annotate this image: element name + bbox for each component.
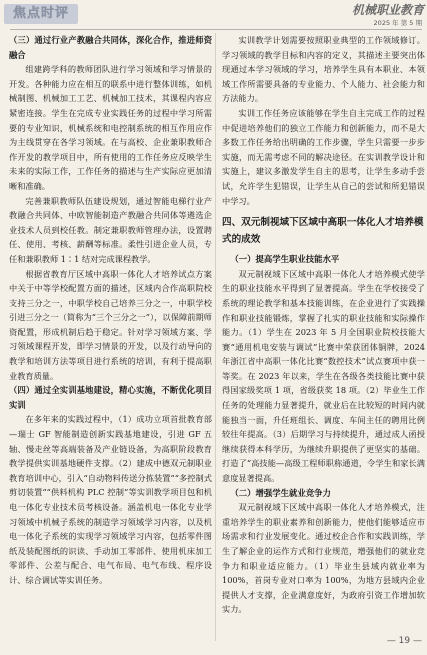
section-tag: 焦点时评 xyxy=(4,4,78,24)
column-divider xyxy=(215,33,216,641)
left-paragraph-1: 组建跨学科的教师团队进行学习领域和学习情景的开发。各种能力应在相互的联系中进行整体训练，如机械制图、机械加工工艺、机械加工技术，其课程内容应紧密连接。学生在完成专业实践任务的过程中学习所需要的专业知识，机械系统和电控制系统的相互作用应作为主线贯穿在各学习领域。在与高校、企业兼职教师合作开发的教学项目中，所有使用的工作任务应反映学生未来的实际工作，工作任务的描述与生产实际应更加清晰和准确。 xyxy=(9,64,212,191)
right-paragraph-6: 双元制视域下区域中高职一体化人才培养模式，注重培养学生的职业素养和创新能力，使他们能够适应市场需求和行业发展变化。通过校企合作和实践训练，学生了解企业的运作方式和行业规范，增强他们的就业竞争力和职业适应能力。（1）毕业生县域内就业率为 100%，首岗专业对口率为 100%，为地方县域内企业提供人才支撑，企业满意度好，为政府引资工作增加软实力。 xyxy=(222,502,425,615)
right-heading-3: （一）提高学生职业技能水平 xyxy=(230,254,340,265)
magazine-logo: 机械职业教育 xyxy=(351,3,424,17)
issue-number: 2025 年 第 5 期 xyxy=(373,19,422,27)
left-paragraph-3: 根据省教育厅区域中高职一体化人才培养试点方案中关于中等学校配置方面的描述，区域内合作高职院校支持三分之一，中职学校自己培养三分之一，中职学校引进三分之一（简称为“三个三分之一”），以保障前期师资配置，形成机制后趋于稳定。针对学习领域方案、学习领域课程开发，即学习情景的开发，以及行动导向的教学和培训方法等项目进行系统的培训，有利于提高职业教育质量。 xyxy=(9,268,212,381)
left-paragraph-2: 完善兼职教师队伍建设规划，通过智能电梯行业产教融合共同体、中欧智能制造产教融合共同体等遴选企业技术人员到校任教。制定兼职教师管理办法，设置聘任、使用、考核、薪酬等标准。柔性引进企业人员，专任和兼职教师 1∶1 结对完成课程教学。 xyxy=(9,195,212,264)
right-heading-2: 四、双元制视域下区域中高职一体化人才培养模式的成效 xyxy=(222,217,424,246)
right-paragraph-0: 实训教学计划需要按照职业典型的工作领域修订。学习领域的教学目标和内容的定义，其描述主要突出体现通过本学习领域的学习，培养学生具有本职业、本领域工作所需要具备的专业能力、个人能力、社会能力和方法能力。 xyxy=(222,35,425,104)
header-rule xyxy=(10,29,422,30)
right-paragraph-1: 实训工作任务应该能够在学生自主完成工作的过程中促进培养他们的独立工作能力和创新能力，而不是大多数工作任务给出明确的工作步骤，学生只需要一步步实施，而无需考虑不同的解决途径。在实训教学设计和实施上，建议多激发学生自主的思考，让学生多动手尝试，允许学生犯错误，让学生从自己的尝试和所犯错误中学习。 xyxy=(222,107,425,206)
page-number: — 19 — xyxy=(386,636,422,646)
left-paragraph-5: 在多年来的实践过程中，（1）成功立项首批教育部—瑞士 GF 智能制造创新实践基地建设，引进 GF 五轴、慢走丝等高端装备及产业链设备，为高职阶段教育教学提供实训基地硬件支撑。（2）建成中德双元制职业教育培训中心，引入“自动物料传送分拣装置”“多控制式剪切装置”“供料机构 PLC 控制”等实训教学项目包和机电一体化专业技术员考核设备。涵盖机电一体化专业学习领域中机械子系统的制造学习领域学习内容，以及机电一体化子系统的实现学习领域学习内容，包括零件图纸及装配图纸的识读、手动加工零部件、使用机床加工零部件、公差与配合、电气布局、电气布线、程序设计、综合调试等实训任务。 xyxy=(9,414,212,585)
right-paragraph-4: 双元制视域下区域中高职一体化人才培养模式使学生的职业技能水平得到了显著提高。学生在学校接受了系统的理论教学和基本技能训练，在企业进行了实践操作和职业技能锻炼，掌握了扎实的职业技能和实际操作能力。（1）学生在 2023 年 5 月全国职业院校技能大赛“通用机电安装与调试”比赛中荣获团体铜牌，2024 年浙江省中高职一体化比赛“数控技术”试点赛项中获一等奖。在 2023 年以来，学生在各级各类技能比赛中获得国家级奖项 1 项，省级获奖 18 项。（2）毕业生工作任务的处理能力显著提升，就业后在比较短的时间内就能独当一面，升任班组长、调度、车间主任的聘用比例较往年提高。（3）后期学习与持续提升，通过成人函授继续获得本科学历，为继续升职提供了更坚实的基础。打造了“高技能—高级工程师职称通道，令学生和家长满意度显著提高。 xyxy=(222,268,425,484)
page-header xyxy=(0,0,427,30)
left-column xyxy=(9,33,212,588)
left-heading-4: （四）通过全实训基地建设，精心实施，不断优化项目实训 xyxy=(9,385,212,410)
right-heading-5: （二）增强学生就业竞争力 xyxy=(230,487,331,498)
right-column xyxy=(222,33,425,617)
left-heading-0: （三）通过行业产教融合共同体，深化合作，推进师资融合 xyxy=(9,35,212,60)
